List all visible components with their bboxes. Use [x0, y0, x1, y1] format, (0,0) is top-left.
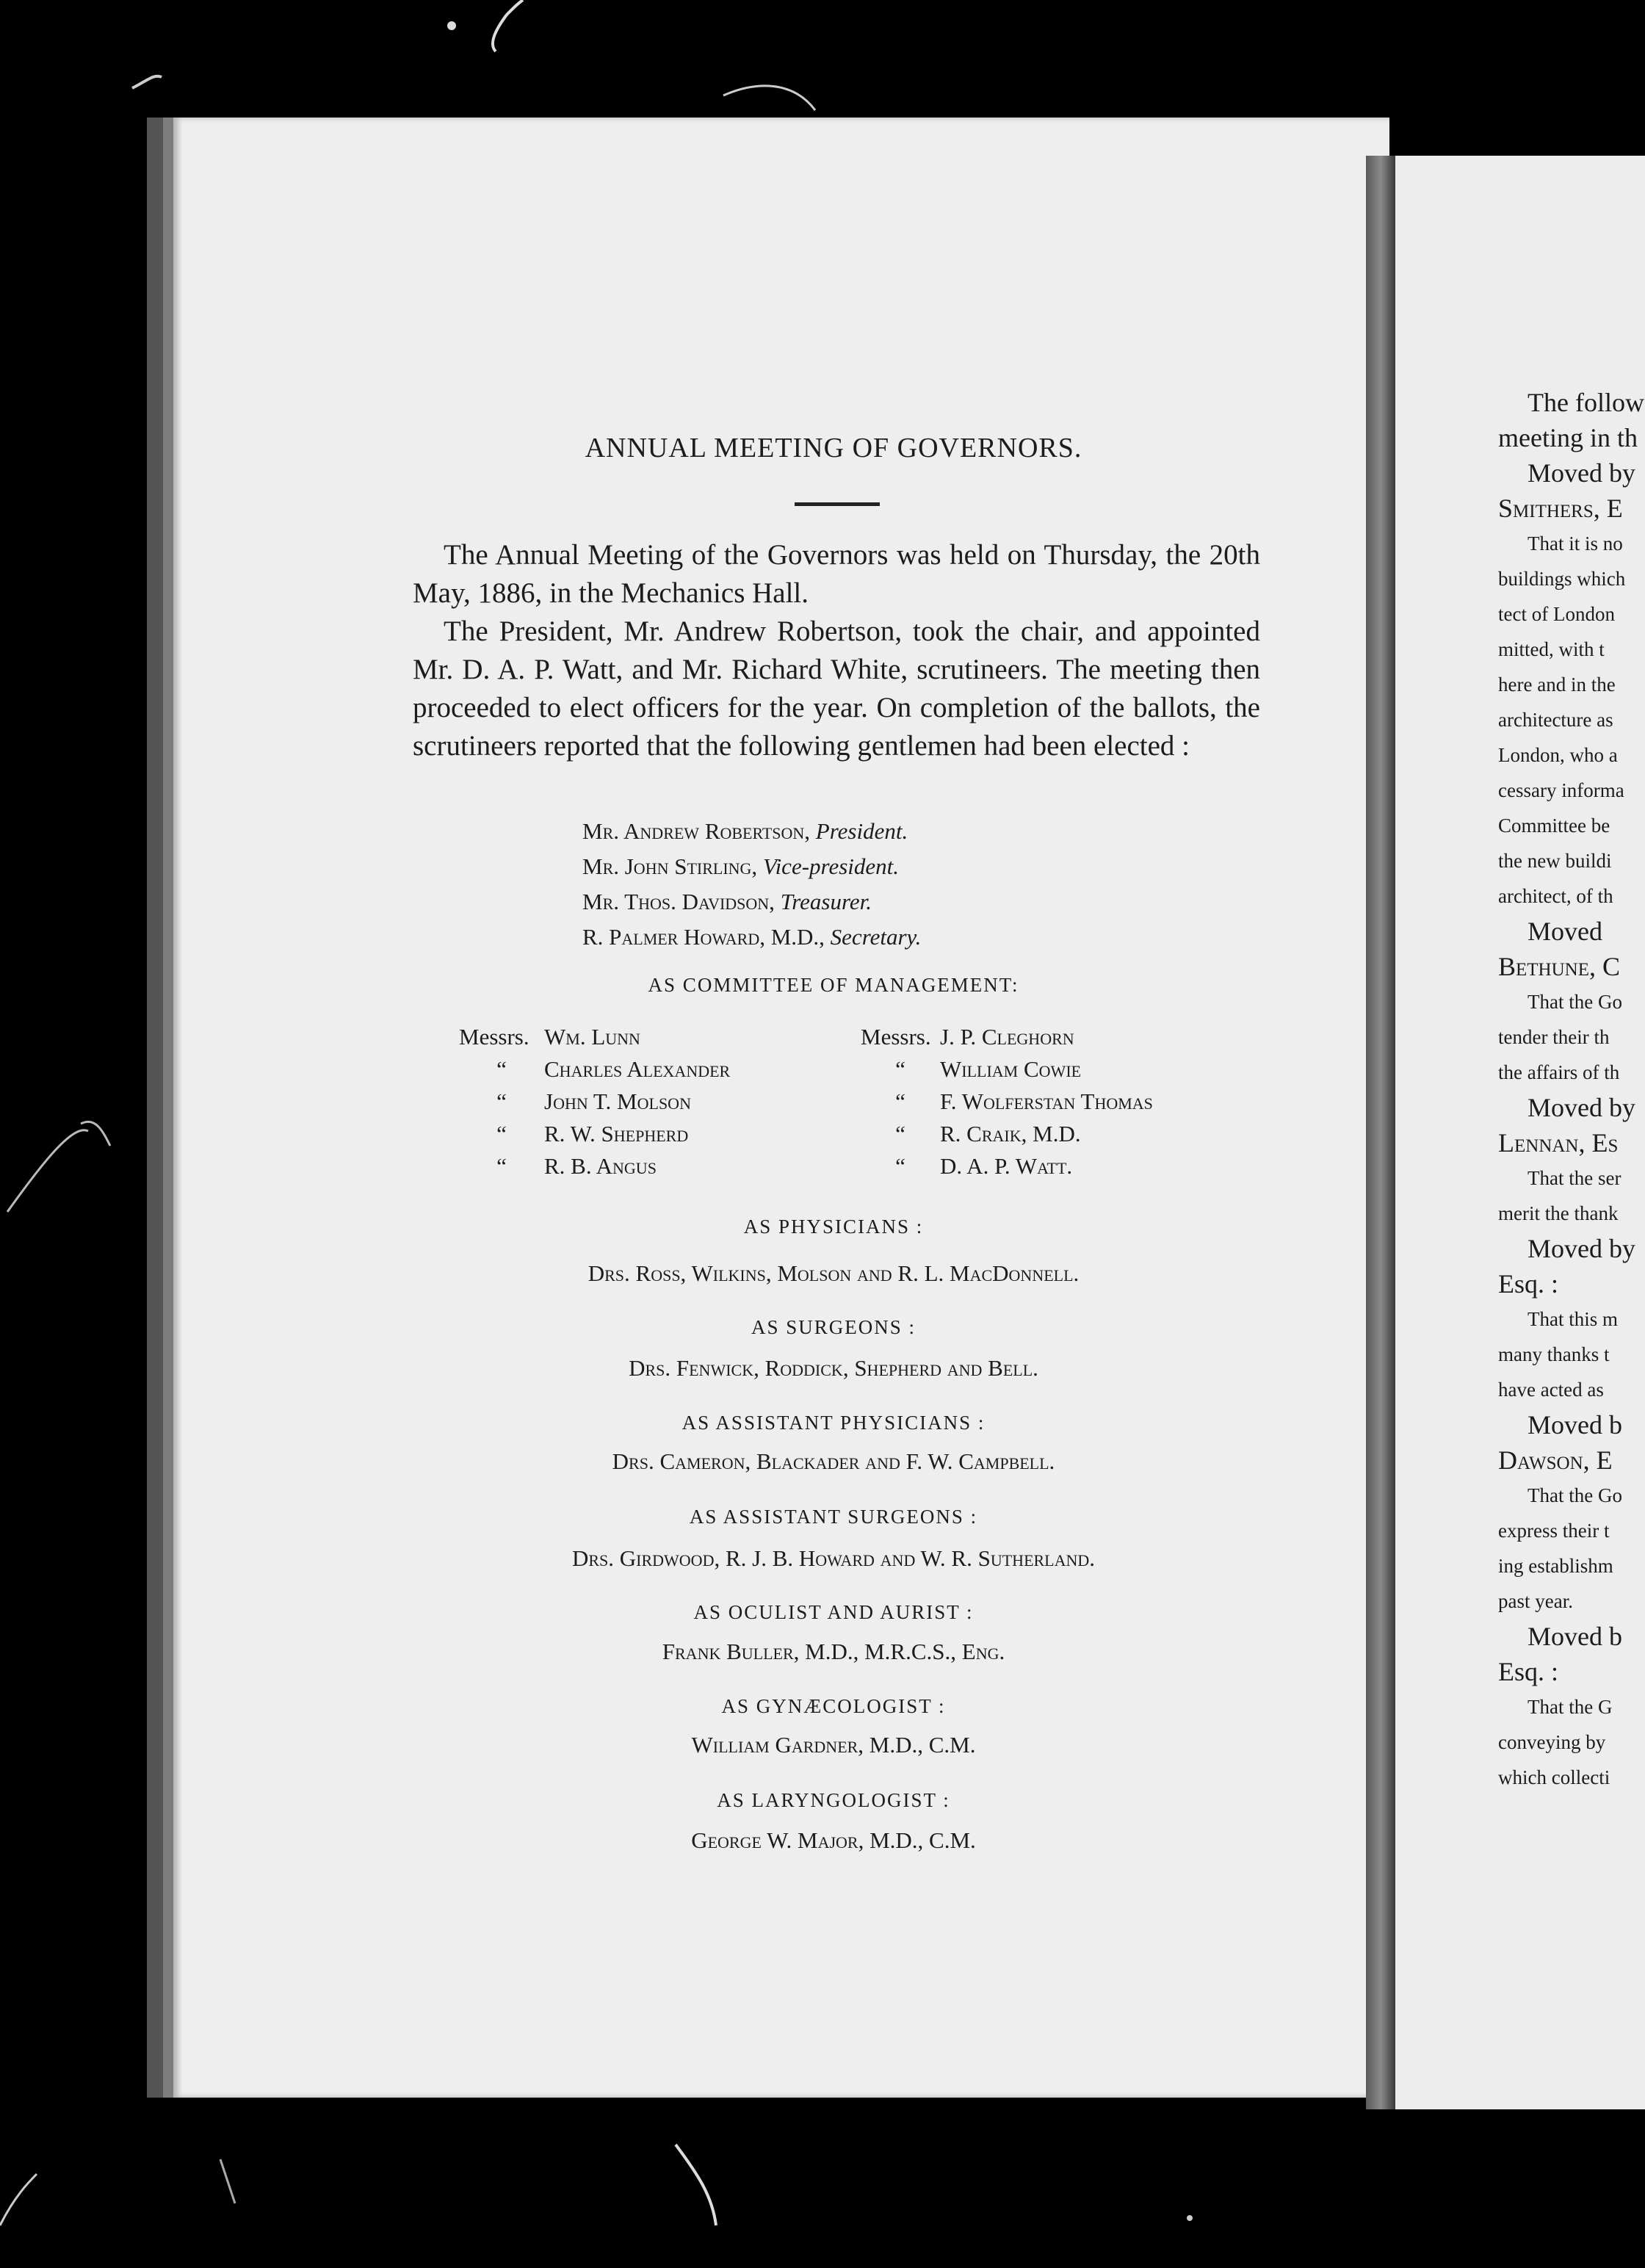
- right-line: Moved by: [1528, 1234, 1635, 1263]
- right-line: Moved: [1528, 917, 1602, 946]
- right-line: conveying by: [1498, 1731, 1606, 1753]
- right-line: Esq. :: [1498, 1269, 1559, 1299]
- right-line: That it is no: [1528, 532, 1623, 555]
- right-line: That the Go: [1528, 1484, 1622, 1506]
- assistant-surgeons-heading: AS ASSISTANT SURGEONS :: [689, 1506, 978, 1528]
- right-line: Moved by: [1528, 458, 1635, 488]
- right-line: ing establishm: [1498, 1555, 1613, 1577]
- physicians-heading: AS PHYSICIANS :: [743, 1216, 924, 1238]
- right-line: the affairs of th: [1498, 1061, 1620, 1083]
- paragraph-meeting-date: The Annual Meeting of the Governors was held on Thursday, the 20th May, 1886, in the Mechanics Hall.: [413, 539, 1260, 609]
- right-page-text: [1498, 383, 1645, 1794]
- laryngologist-heading: AS LARYNGOLOGIST :: [717, 1789, 950, 1811]
- right-line: That the Go: [1528, 991, 1622, 1013]
- committee-member: Wm. Lunn: [544, 1024, 640, 1050]
- committee-member: R. B. Angus: [544, 1153, 657, 1179]
- committee-member: R. Craik, M.D.: [940, 1121, 1081, 1146]
- gynaecologist-heading: AS GYNÆCOLOGIST :: [721, 1695, 946, 1717]
- assistant-surgeons-names: Drs. Girdwood, R. J. B. Howard and W. R. Sutherland.: [571, 1545, 1096, 1571]
- ditto-mark: “: [895, 1153, 905, 1179]
- right-line: The follow: [1528, 388, 1644, 417]
- officer-entry: R. Palmer Howard, M.D., Secretary.: [582, 924, 922, 950]
- committee-member: Charles Alexander: [544, 1056, 731, 1082]
- right-line: Smithers, E: [1498, 494, 1623, 523]
- officers-list: [582, 814, 921, 955]
- right-line: tender their th: [1498, 1026, 1610, 1048]
- oculist-heading: AS OCULIST AND AURIST :: [693, 1601, 974, 1623]
- title-divider: [795, 502, 880, 506]
- right-line: express their t: [1498, 1520, 1610, 1542]
- gynaecologist-name: William Gardner, M.D., C.M.: [691, 1732, 976, 1758]
- ditto-mark: “: [895, 1088, 905, 1114]
- right-line: Bethune, C: [1498, 952, 1620, 981]
- officer-entry: Mr. John Stirling, Vice-president.: [582, 853, 899, 879]
- right-page: [1395, 156, 1645, 2109]
- right-line: mitted, with t: [1498, 638, 1605, 660]
- right-line: cessary informa: [1498, 779, 1624, 801]
- right-line: architecture as: [1498, 709, 1613, 731]
- right-line: past year.: [1498, 1590, 1573, 1612]
- right-line: here and in the: [1498, 673, 1616, 696]
- right-line: That the ser: [1528, 1167, 1622, 1189]
- officer-entry: Mr. Thos. Davidson, Treasurer.: [582, 889, 872, 914]
- right-line: Moved by: [1528, 1093, 1635, 1122]
- laryngologist-name: George W. Major, M.D., C.M.: [691, 1827, 976, 1853]
- right-line: Moved b: [1528, 1410, 1622, 1440]
- right-line: tect of London: [1498, 603, 1615, 625]
- ditto-mark: “: [496, 1153, 507, 1179]
- assistant-physicians-names: Drs. Cameron, Blackader and F. W. Campbell.: [612, 1448, 1055, 1474]
- right-line: architect, of th: [1498, 885, 1613, 907]
- right-line: Dawson, E: [1498, 1445, 1613, 1475]
- committee-member: D. A. P. Watt.: [940, 1153, 1073, 1179]
- right-line: meeting in th: [1498, 423, 1638, 452]
- ditto-mark: “: [895, 1056, 905, 1082]
- ditto-mark: “: [496, 1121, 507, 1146]
- ditto-mark: “: [496, 1056, 507, 1082]
- committee-column-right: [861, 1021, 1153, 1182]
- oculist-name: Frank Buller, M.D., M.R.C.S., Eng.: [662, 1639, 1005, 1664]
- committee-member: John T. Molson: [544, 1088, 691, 1114]
- surgeons-heading: AS SURGEONS :: [751, 1316, 916, 1338]
- right-line: buildings which: [1498, 568, 1626, 590]
- right-line: the new buildi: [1498, 850, 1612, 872]
- officer-entry: Mr. Andrew Robertson, President.: [582, 818, 908, 844]
- ditto-mark: “: [496, 1088, 507, 1114]
- committee-member: J. P. Cleghorn: [940, 1024, 1074, 1050]
- right-line: That this m: [1528, 1308, 1618, 1330]
- page-title: ANNUAL MEETING OF GOVERNORS.: [585, 433, 1082, 463]
- meeting-minutes: [413, 536, 1260, 765]
- committee-member: F. Wolferstan Thomas: [940, 1088, 1153, 1114]
- paragraph-election: The President, Mr. Andrew Robertson, took the chair, and appointed Mr. D. A. P. Watt, and Mr. Richard White, scrutineers. The meeting then proceeded to elect officers for the year. On completion of the ballots, the scrutineers reported that the following gentlemen had been elected :: [413, 615, 1260, 762]
- committee-heading: AS COMMITTEE OF MANAGEMENT:: [648, 974, 1019, 996]
- right-line: which collecti: [1498, 1766, 1610, 1788]
- right-line: London, who a: [1498, 744, 1618, 766]
- right-line: many thanks t: [1498, 1343, 1610, 1365]
- committee-prefix: Messrs.: [861, 1024, 931, 1050]
- committee-member: R. W. Shepherd: [544, 1121, 689, 1146]
- ditto-mark: “: [895, 1121, 905, 1146]
- right-line: merit the thank: [1498, 1202, 1619, 1224]
- committee-member: William Cowie: [940, 1056, 1082, 1082]
- assistant-physicians-heading: AS ASSISTANT PHYSICIANS :: [682, 1412, 986, 1434]
- surgeons-names: Drs. Fenwick, Roddick, Shepherd and Bell.: [629, 1355, 1038, 1381]
- right-line: Esq. :: [1498, 1657, 1559, 1686]
- right-line: Moved b: [1528, 1622, 1622, 1651]
- committee-prefix: Messrs.: [459, 1024, 529, 1050]
- right-line: Committee be: [1498, 815, 1610, 837]
- right-line: have acted as: [1498, 1379, 1604, 1401]
- book-gutter: [1366, 156, 1395, 2109]
- right-line: That the G: [1528, 1696, 1613, 1718]
- right-line: Lennan, Es: [1498, 1128, 1619, 1158]
- physicians-names: Drs. Ross, Wilkins, Molson and R. L. MacDonnell.: [588, 1260, 1080, 1286]
- committee-column-left: [459, 1021, 730, 1182]
